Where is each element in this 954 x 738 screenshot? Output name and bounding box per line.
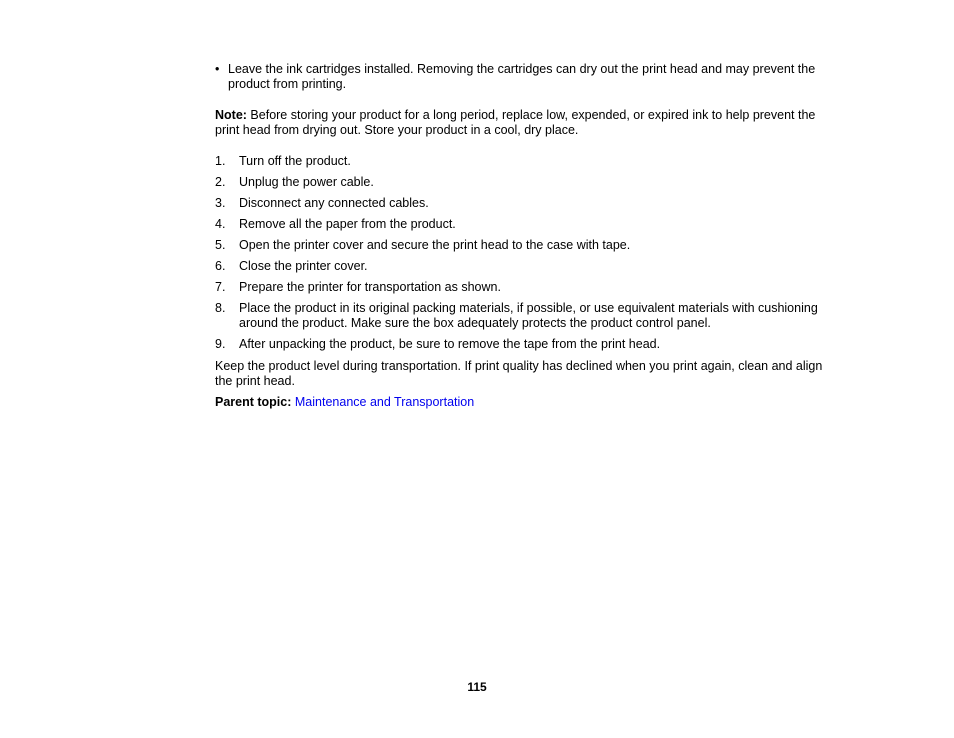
step-number: 9. (215, 337, 226, 351)
note-paragraph (215, 108, 830, 138)
step-text: Open the printer cover and secure the print head to the case with tape. (239, 238, 631, 252)
step-number: 7. (215, 280, 226, 294)
step-item (215, 217, 830, 232)
parent-topic (215, 395, 830, 410)
step-text: Place the product in its original packing materials, if possible, or use equivalent materials with cushioning around the product. Make sure the box adequately protects the product control panel. (239, 301, 818, 330)
page-number: 115 (467, 680, 487, 694)
steps-list (215, 154, 830, 358)
step-item (215, 301, 830, 331)
step-item (215, 238, 830, 253)
step-number: 3. (215, 196, 226, 210)
step-item (215, 154, 830, 169)
step-number: 8. (215, 301, 226, 315)
note-text: Before storing your product for a long period, replace low, expended, or expired ink to help prevent the print head from drying out. Store your product in a cool, dry place. (215, 108, 816, 137)
step-text: Close the printer cover. (239, 259, 368, 273)
bullet-item (215, 62, 830, 92)
step-item (215, 175, 830, 190)
note-label: Note: (215, 108, 247, 122)
step-number: 2. (215, 175, 226, 189)
step-number: 5. (215, 238, 226, 252)
step-text: Unplug the power cable. (239, 175, 374, 189)
step-text: Prepare the printer for transportation as shown. (239, 280, 501, 294)
step-item (215, 280, 830, 295)
step-number: 6. (215, 259, 226, 273)
parent-topic-link[interactable]: Maintenance and Transportation (294, 395, 475, 409)
step-number: 4. (215, 217, 226, 231)
step-text: Remove all the paper from the product. (239, 217, 456, 231)
step-text: After unpacking the product, be sure to remove the tape from the print head. (239, 337, 661, 351)
bullet-mark: • (215, 62, 220, 76)
step-text: Turn off the product. (239, 154, 351, 168)
step-item (215, 337, 830, 352)
parent-topic-label: Parent topic: (215, 395, 292, 409)
step-text: Disconnect any connected cables. (239, 196, 429, 210)
step-item (215, 196, 830, 211)
closing-paragraph: Keep the product level during transportation. If print quality has declined when you print again, clean and align the print head. (215, 359, 823, 388)
step-item (215, 259, 830, 274)
bullet-text: Leave the ink cartridges installed. Removing the cartridges can dry out the print head and may prevent the product from printing. (228, 62, 816, 91)
step-number: 1. (215, 154, 226, 168)
